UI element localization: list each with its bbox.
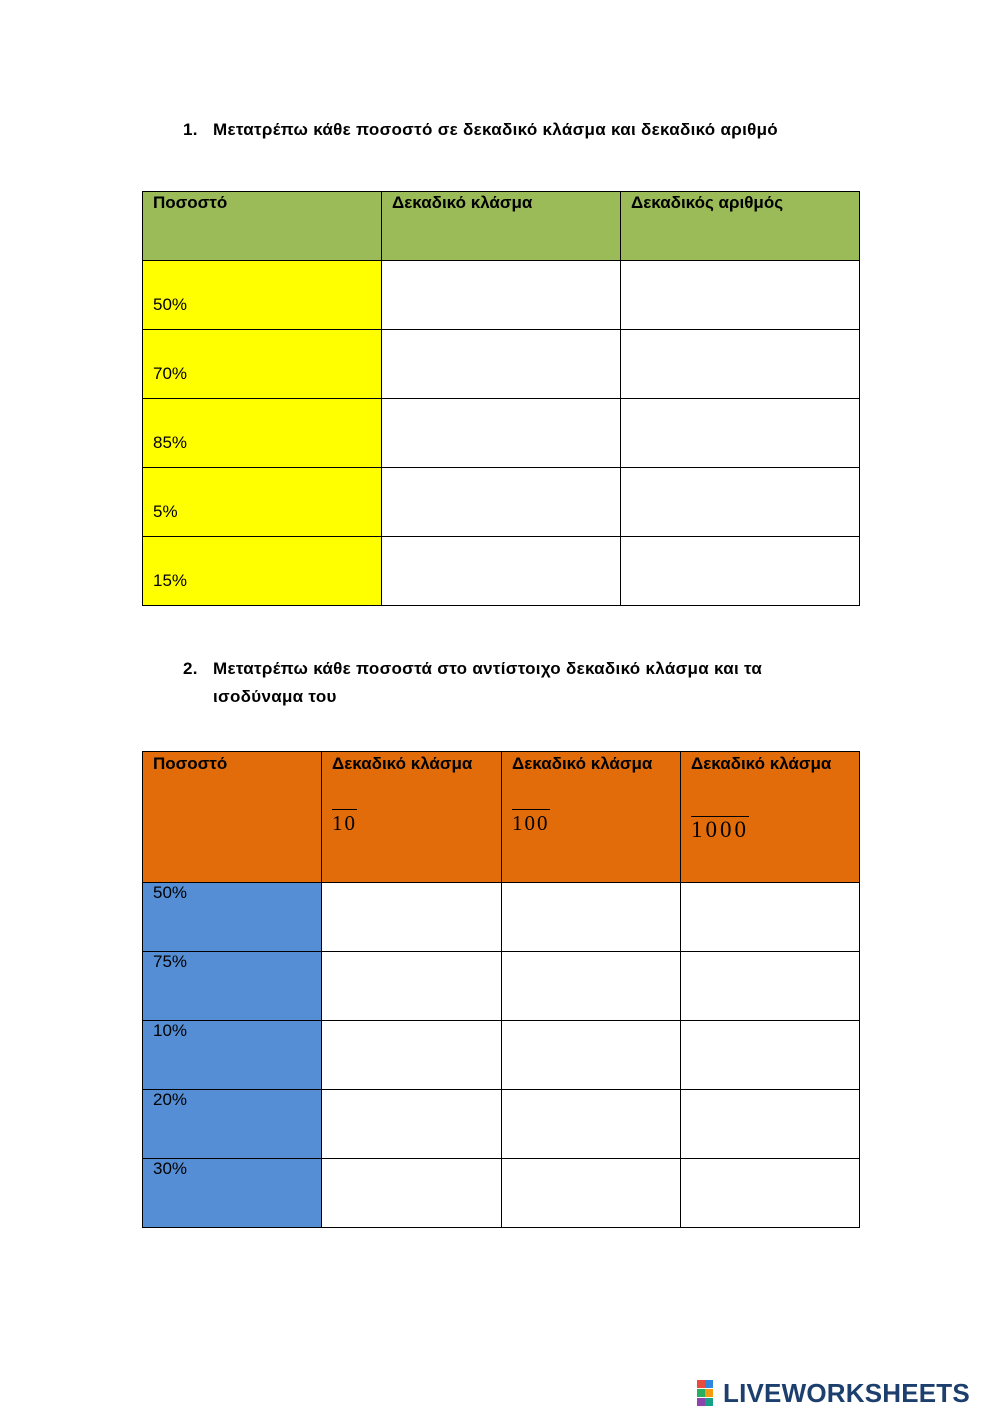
table-2-header-row — [143, 752, 860, 883]
fraction-thousandths-answer-cell[interactable] — [681, 1159, 860, 1228]
fraction-thousandths-answer-cell[interactable] — [681, 1090, 860, 1159]
percent-cell: 75% — [143, 952, 322, 1021]
header-fraction-tenths — [322, 752, 502, 883]
table-row — [143, 1090, 860, 1159]
equivalent-fractions-table — [142, 751, 860, 1228]
decimal-number-answer-cell[interactable] — [621, 468, 860, 537]
percent-cell: 85% — [143, 399, 382, 468]
decimal-number-answer-cell[interactable] — [621, 330, 860, 399]
header-percent-label: Ποσοστό — [153, 754, 228, 773]
decimal-number-answer-cell[interactable] — [621, 537, 860, 606]
table-row — [143, 883, 860, 952]
fraction-hundredths-answer-cell[interactable] — [502, 1159, 681, 1228]
question-1-number: 1. — [183, 120, 198, 139]
question-2-text: Μετατρέπω κάθε ποσοστά στο αντίστοιχο δεκαδικό κλάσμα και τα ισοδύναμα του — [213, 659, 763, 706]
question-1 — [183, 116, 823, 144]
fraction-hundredths-answer-cell[interactable] — [502, 952, 681, 1021]
question-2 — [183, 655, 843, 711]
decimal-fraction-answer-cell[interactable] — [382, 537, 621, 606]
percent-conversion-table — [142, 191, 860, 606]
header-fraction-label: Δεκαδικό κλάσμα — [332, 754, 473, 773]
percent-cell: 5% — [143, 468, 382, 537]
fraction-hundredths-answer-cell[interactable] — [502, 1021, 681, 1090]
decimal-fraction-answer-cell[interactable] — [382, 261, 621, 330]
header-fraction-hundredths — [502, 752, 681, 883]
fraction-tenths-answer-cell[interactable] — [322, 1090, 502, 1159]
fraction-thousandths-answer-cell[interactable] — [681, 1021, 860, 1090]
liveworksheets-watermark[interactable] — [697, 1378, 970, 1408]
question-2-number: 2. — [183, 659, 198, 678]
table-row — [143, 261, 860, 330]
denominator-1000: 1000 — [691, 817, 749, 842]
percent-cell: 20% — [143, 1090, 322, 1159]
fraction-thousandths-answer-cell[interactable] — [681, 883, 860, 952]
decimal-fraction-answer-cell[interactable] — [382, 330, 621, 399]
decimal-number-answer-cell[interactable] — [621, 399, 860, 468]
decimal-fraction-answer-cell[interactable] — [382, 468, 621, 537]
fraction-hundredths-answer-cell[interactable] — [502, 883, 681, 952]
decimal-fraction-answer-cell[interactable] — [382, 399, 621, 468]
percent-cell: 70% — [143, 330, 382, 399]
question-1-text: Μετατρέπω κάθε ποσοστό σε δεκαδικό κλάσμα και δεκαδικό αριθμό — [213, 120, 778, 139]
percent-cell: 30% — [143, 1159, 322, 1228]
table-row — [143, 952, 860, 1021]
header-percent — [143, 752, 322, 883]
fraction-tenths-answer-cell[interactable] — [322, 1159, 502, 1228]
table-row — [143, 330, 860, 399]
table-1-header-row — [143, 192, 860, 261]
denominator-100: 100 — [512, 811, 550, 835]
header-fraction-thousandths — [681, 752, 860, 883]
watermark-text: LIVEWORKSHEETS — [723, 1377, 970, 1408]
denominator-10: 10 — [332, 811, 357, 835]
decimal-number-answer-cell[interactable] — [621, 261, 860, 330]
table-row — [143, 1021, 860, 1090]
table-row — [143, 537, 860, 606]
percent-cell: 15% — [143, 537, 382, 606]
percent-cell: 50% — [143, 883, 322, 952]
percent-cell: 10% — [143, 1021, 322, 1090]
fraction-thousandths-answer-cell[interactable] — [681, 952, 860, 1021]
header-fraction-label: Δεκαδικό κλάσμα — [512, 754, 653, 773]
header-decimal-fraction: Δεκαδικό κλάσμα — [382, 192, 621, 261]
fraction-tenths-answer-cell[interactable] — [322, 952, 502, 1021]
header-fraction-label: Δεκαδικό κλάσμα — [691, 754, 832, 773]
table-row — [143, 1159, 860, 1228]
fraction-tenths-answer-cell[interactable] — [322, 883, 502, 952]
percent-cell: 50% — [143, 261, 382, 330]
table-row — [143, 468, 860, 537]
header-decimal-number: Δεκαδικός αριθμός — [621, 192, 860, 261]
header-percent: Ποσοστό — [143, 192, 382, 261]
liveworksheets-logo-icon — [697, 1380, 721, 1406]
fraction-tenths-answer-cell[interactable] — [322, 1021, 502, 1090]
fraction-hundredths-answer-cell[interactable] — [502, 1090, 681, 1159]
table-row — [143, 399, 860, 468]
